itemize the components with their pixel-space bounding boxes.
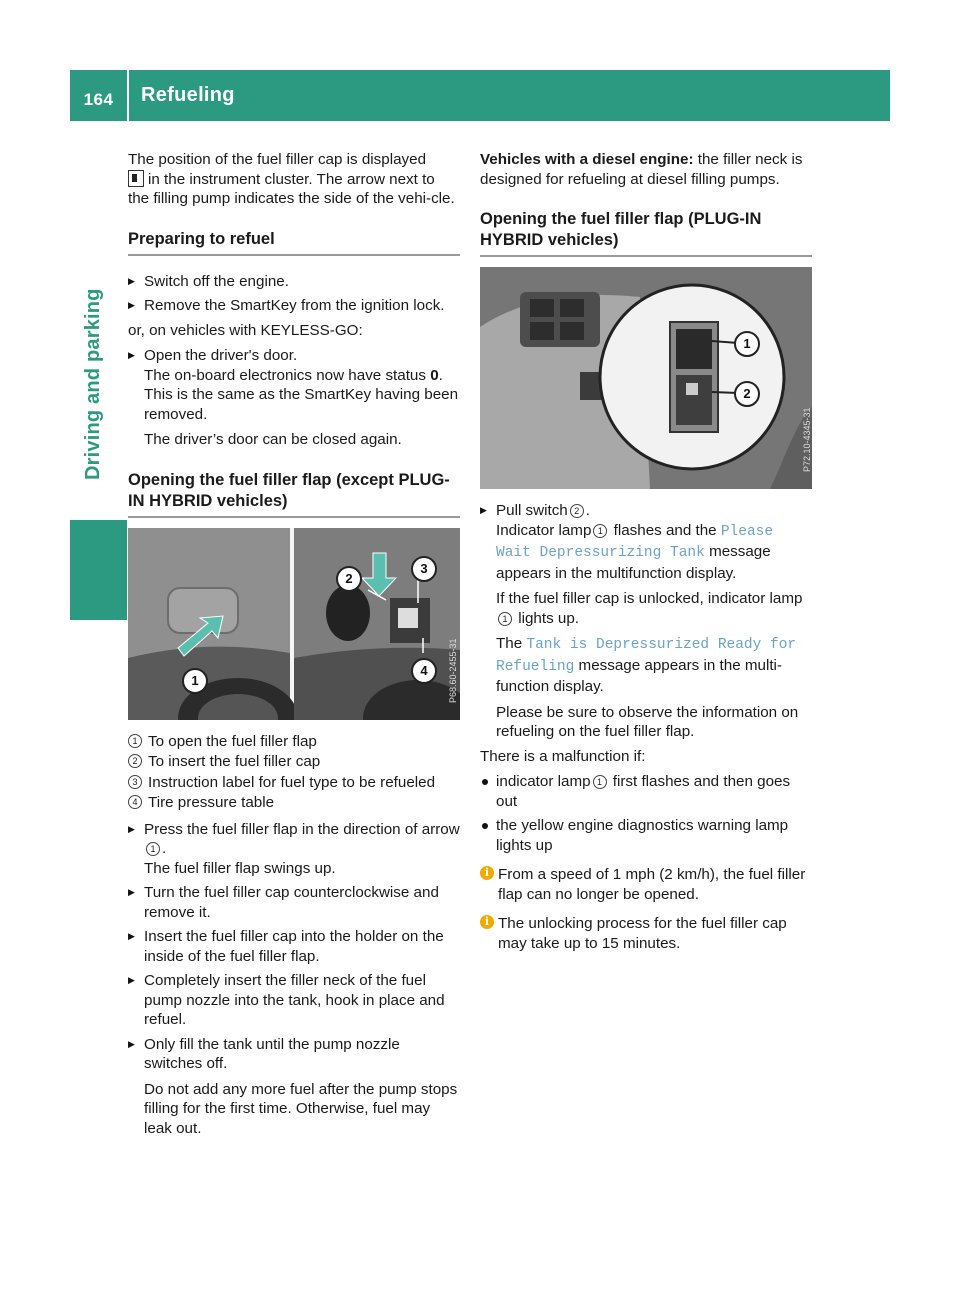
keyless-go-note: or, on vehicles with KEYLESS-GO:	[128, 321, 363, 339]
fuel-flap-illustration	[128, 528, 460, 720]
display-message: Please Wait Depressurizing Tank	[496, 523, 774, 561]
callout-1: 1	[182, 668, 208, 694]
fuel-pump-icon	[128, 170, 144, 187]
page-number: 164	[83, 89, 114, 109]
door-note: The driver’s door can be closed again.	[144, 431, 402, 448]
legend-item: 2 To insert the fuel filler cap	[128, 752, 460, 772]
unlocked-note: If the fuel filler cap is unlocked, indicator lamp1 lights up.	[496, 590, 803, 627]
display-message: Tank is Depressurized Ready for Refueling	[496, 637, 797, 675]
header-divider	[127, 70, 129, 121]
step-insert-cap: ▶ Insert the fuel filler cap into the holder on the inside of the fuel filler flap.	[128, 927, 460, 966]
malfunction-item: indicator lamp 1 first flashes and then goes out	[480, 772, 812, 811]
fill-warning: Do not add any more fuel after the pump stops filling for the first time. Otherwise, fuel may leak out.	[144, 1080, 458, 1137]
diesel-paragraph: Vehicles with a diesel engine: the filler neck is designed for refueling at diesel filling pumps.	[480, 151, 803, 188]
section-title: Refueling	[141, 84, 235, 106]
legend-item: 1 To open the fuel filler flap	[128, 732, 460, 752]
callout-1: 1	[734, 331, 760, 357]
figure-code: P68.60-2455-31	[448, 637, 458, 703]
right-column	[480, 150, 812, 959]
step-remove-key: ▶ Remove the SmartKey from the ignition lock.	[128, 296, 460, 316]
callout-2: 2	[336, 566, 362, 592]
figure-fuel-flap	[128, 528, 460, 720]
figure-code: P72.10-4345-31	[802, 407, 812, 472]
info-icon: i	[480, 915, 494, 929]
figure-hybrid-switch	[480, 267, 812, 489]
malfunction-item: the yellow engine diagnostics warning lamp lights up	[480, 816, 812, 855]
callout-4: 4	[411, 658, 437, 684]
legend-item: 4 Tire pressure table	[128, 793, 460, 813]
heading-opening-hybrid: Opening the fuel filler flap (PLUG-IN HYBRID vehicles)	[480, 209, 812, 257]
callout-3: 3	[411, 556, 437, 582]
info-note: i The unlocking process for the fuel filler cap may take up to 15 minutes.	[480, 914, 812, 953]
step-insert-nozzle: ▶ Completely insert the filler neck of the fuel pump nozzle into the tank, hook in place and refuel.	[128, 971, 460, 1030]
step-fill-tank: ▶ Only fill the tank until the pump nozzle switches off. Do not add any more fuel after the pump stops filling for the first time. Otherwise, fuel may leak out.	[128, 1035, 460, 1139]
figure-legend	[128, 732, 460, 813]
info-icon: i	[480, 866, 494, 880]
heading-opening-except: Opening the fuel filler flap (except PLUG-IN HYBRID vehicles)	[128, 470, 460, 518]
step-open-door: ▶ Open the driver's door. The on-board electronics now have status 0. This is the same as the SmartKey having been removed. The driver’s door can be closed again.	[128, 346, 460, 450]
heading-preparing: Preparing to refuel	[128, 229, 460, 256]
step-pull-switch: ▶ Pull switch 2 . Indicator lamp 1 flashes and the Please Wait Depressurizing Tank message appears in the multifunction display. If the fuel filler cap is unlocked, indicator lamp1 lights up. The Tank is Depressurized Ready for Refueling message appears in the multi-function display. Please be sure to observe the information on refueling on the fuel filler flap.	[480, 501, 812, 742]
side-tab-marker	[70, 520, 127, 620]
step-press-flap: ▶ Press the fuel filler flap in the direction of arrow1 . The fuel filler flap swings up.	[128, 820, 460, 879]
step-turn-cap: ▶ Turn the fuel filler cap counterclockwise and remove it.	[128, 883, 460, 922]
door-switch-illustration	[480, 267, 812, 489]
info-note: i From a speed of 1 mph (2 km/h), the fuel filler flap can no longer be opened.	[480, 865, 812, 904]
malfunction-intro: There is a malfunction if:	[480, 747, 646, 765]
left-column	[128, 150, 460, 1143]
step-switch-off: ▶ Switch off the engine.	[128, 272, 460, 292]
side-tab-label: Driving and parking	[82, 288, 104, 480]
legend-item: 3 Instruction label for fuel type to be refueled	[128, 773, 460, 793]
callout-2: 2	[734, 381, 760, 407]
ready-note: The Tank is Depressurized Ready for Refueling message appears in the multi-function display.	[496, 635, 797, 695]
intro-paragraph: The position of the fuel filler cap is displayed in the instrument cluster. The arrow next to the filling pump indicates the side of the vehi-cle.	[128, 151, 455, 207]
observe-note: Please be sure to observe the information on refueling on the fuel filler flap.	[496, 703, 799, 740]
